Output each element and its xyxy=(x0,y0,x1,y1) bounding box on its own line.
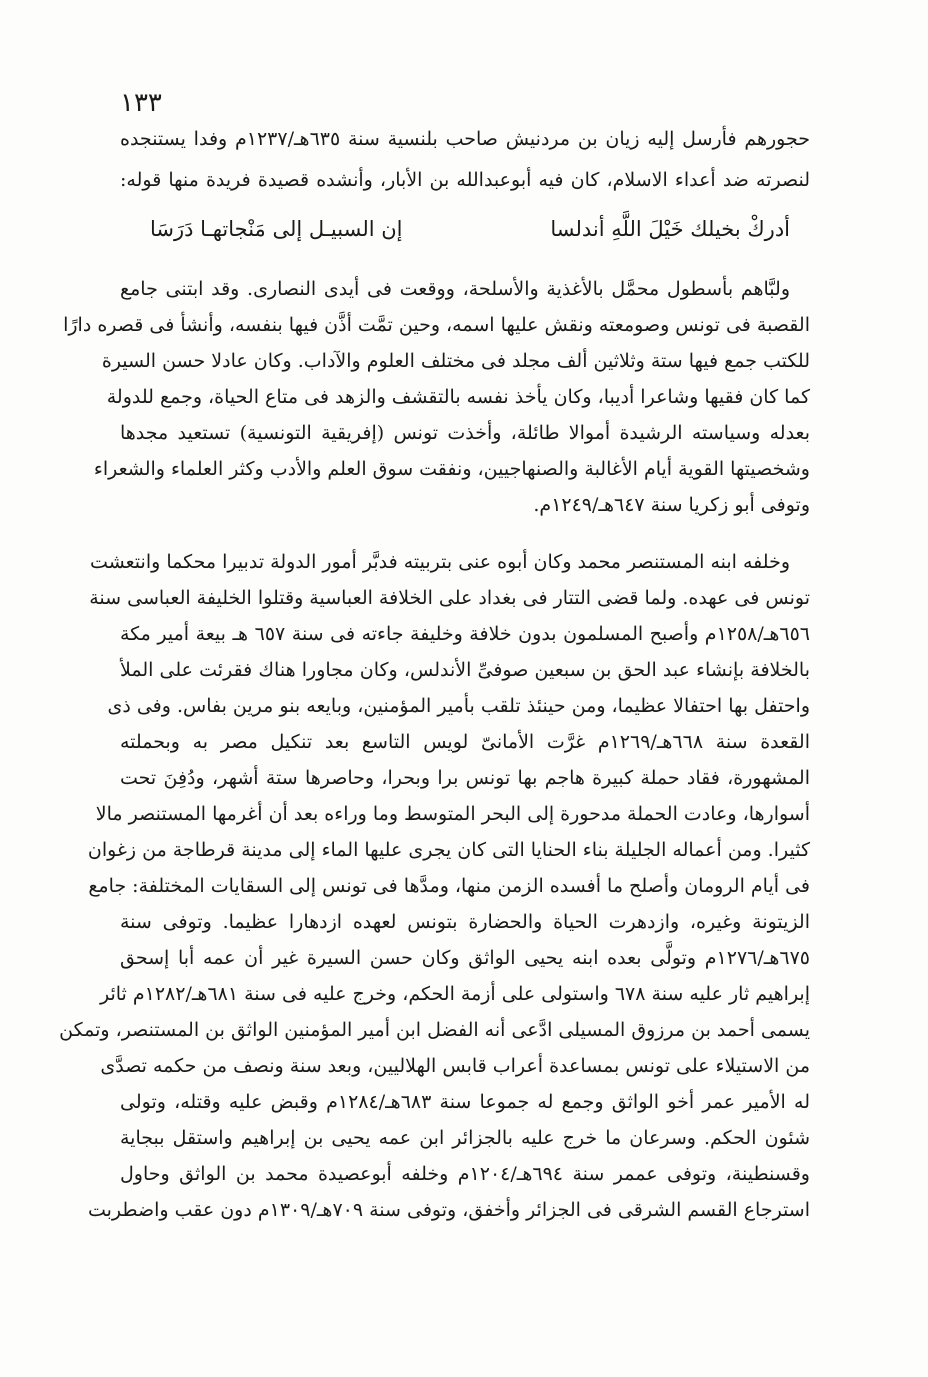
paragraph-3-line: واحتفل بها احتفالا عظيما، ومن حينئذ تلقب بأمير المؤمنين، وبايعه بنو مرين بفاس. وفى ذى xyxy=(107,695,810,717)
paragraph-2-line: للكتب جمع فيها ستة وثلاثين ألف مجلد فى مختلف العلوم والآداب. وكان عادلا حسن السيرة xyxy=(101,350,810,372)
paragraph-3-line: المشهورة، فقاد حملة كبيرة هاجم بها تونس برا وبحرا، وحاصرها ستة أشهر، ودُفِنَ تحت xyxy=(120,767,810,789)
paragraph-3-line: استرجاع القسم الشرقى فى الجزائر وأخفق، وتوفى سنة ٧٠٩هـ/١٣٠٩م دون عقب واضطربت xyxy=(87,1199,810,1221)
paragraph-2-line: بعدله وسياسته الرشيدة أموالا طائلة، وأخذت تونس (إفريقية التونسية) تستعيد مجدها xyxy=(120,422,810,444)
paragraph-3-line: فى أيام الرومان وأصلح ما أفسده الزمن منها، ومدَّها فى تونس إلى السقايات المختلفة: جامع xyxy=(88,875,810,897)
paragraph-2-line: وشخصيتها القوية أيام الأغالبة والصنهاجيين، ونفقت سوق العلم والأدب وكثر العلماء والشعراء xyxy=(93,458,810,480)
paragraph-1-line: لنصرته ضد أعداء الاسلام، كان فيه أبوعبدالله بن الأبار، وأنشده قصيدة فريدة منها قوله: xyxy=(120,169,810,191)
paragraph-3-line: ٦٥٦هـ/١٢٥٨م وأصبح المسلمون بدون خلافة وخليفة جاءته فى سنة ٦٥٧ هـ بيعة أمير مكة xyxy=(120,623,811,645)
paragraph-2-line: كما كان فقيها وشاعرا أديبا، وكان يأخذ نفسه بالتقشف والزهد فى متاع الحياة، وجمع للدولة xyxy=(106,386,810,408)
paragraph-3-line: من الاستيلاء على تونس بمساعدة أعراب قابس الهلاليين، وبعد سنة ونصف من حكمه تصدَّى xyxy=(100,1055,810,1077)
poem-verse xyxy=(150,212,790,246)
paragraph-2-line: ولبَّاهم بأسطول محمَّل بالأغذية والأسلحة، ووقعت فى أيدى النصارى. وقد ابتنى جامع xyxy=(120,278,790,300)
paragraph-3-line: الزيتونة وغيره، وازدهرت الحياة والحضارة بتونس لعهده ازدهارا عظيما. وتوفى سنة xyxy=(120,911,810,933)
paragraph-3-line: بالخلافة بإنشاء عبد الحق بن سبعين صوفىِّ الأندلس، وكان مجاورا هناك فقرئت على الملأ xyxy=(120,659,810,681)
page-number: ١٣٣ xyxy=(120,88,162,118)
paragraph-3-line: تونس فى عهده. ولما قضى التتار فى بغداد على الخلافة العباسية وقتلوا الخليفة العباسى سنة xyxy=(89,587,810,609)
verse-first-hemistich: أدركْ بخيلك خَيْلَ اللَّهِ أندلسا xyxy=(550,217,790,241)
paragraph-3-line: شئون الحكم. وسرعان ما خرج عليه بالجزائر ابن عمه يحيى بن إبراهيم واستقل ببجاية xyxy=(120,1127,810,1149)
paragraph-3-line: له الأمير عمر أخو الواثق وجمع له جموعا سنة ٦٨٣هـ/١٢٨٤م وقبض عليه وقتله، وتولى xyxy=(120,1091,810,1113)
paragraph-3-line: يسمى أحمد بن مرزوق المسيلى ادَّعى أنه الفضل ابن أمير المؤمنين الواثق بن المستنصر، وتمكن xyxy=(59,1019,810,1041)
verse-second-hemistich: إن السبيـل إلى مَنْجاتهـا دَرَسَا xyxy=(150,217,403,241)
paragraph-3-line: أسوارها، وعادت الحملة مدحورة إلى البحر المتوسط وما وراءه بعد أن أغرمها المستنصر مالا xyxy=(95,803,810,825)
paragraph-3-line: إبراهيم ثار عليه سنة ٦٧٨ واستولى على أزمة الحكم، وخرج عليه فى سنة ٦٨١هـ/١٢٨٢م ثائر xyxy=(99,983,810,1005)
paragraph-2-line: وتوفى أبو زكريا سنة ٦٤٧هـ/١٢٤٩م. xyxy=(533,494,810,516)
paragraph-2-line: القصبة فى تونس وصومعته ونقش عليها اسمه، وحين تمَّت أذَّن فيها بنفسه، وأنشأ فى قصره دارًا xyxy=(63,314,810,336)
paragraph-3-line: وقسنطينة، وتوفى عممر سنة ٦٩٤هـ/١٢٠٤م وخلفه أبوعصيدة محمد بن الواثق وحاول xyxy=(120,1163,810,1185)
paragraph-3-line: القعدة سنة ٦٦٨هـ/١٢٦٩م غرَّت الأمانىّ لويس التاسع بعد تنكيل مصر به وبحملته xyxy=(120,731,810,753)
paragraph-3-line: ٦٧٥هـ/١٢٧٦م وتولَّى بعده ابنه يحيى الواثق وكان حسن السيرة غير أن عمه أبا إسحق xyxy=(120,947,810,969)
paragraph-3-line: وخلفه ابنه المستنصر محمد وكان أبوه عنى بتربيته فدبَّر أمور الدولة تدبيرا محكما وانتعشت xyxy=(90,551,790,573)
paragraph-1-line: حجورهم فأرسل إليه زيان بن مردنيش صاحب بلنسية سنة ٦٣٥هـ/١٢٣٧م وفدا يستنجده xyxy=(120,128,810,150)
paragraph-3-line: كثيرا. ومن أعماله الجليلة بناء الحنايا التى كان يجرى عليها الماء إلى مدينة قرطاجة من زغوان xyxy=(87,839,810,861)
